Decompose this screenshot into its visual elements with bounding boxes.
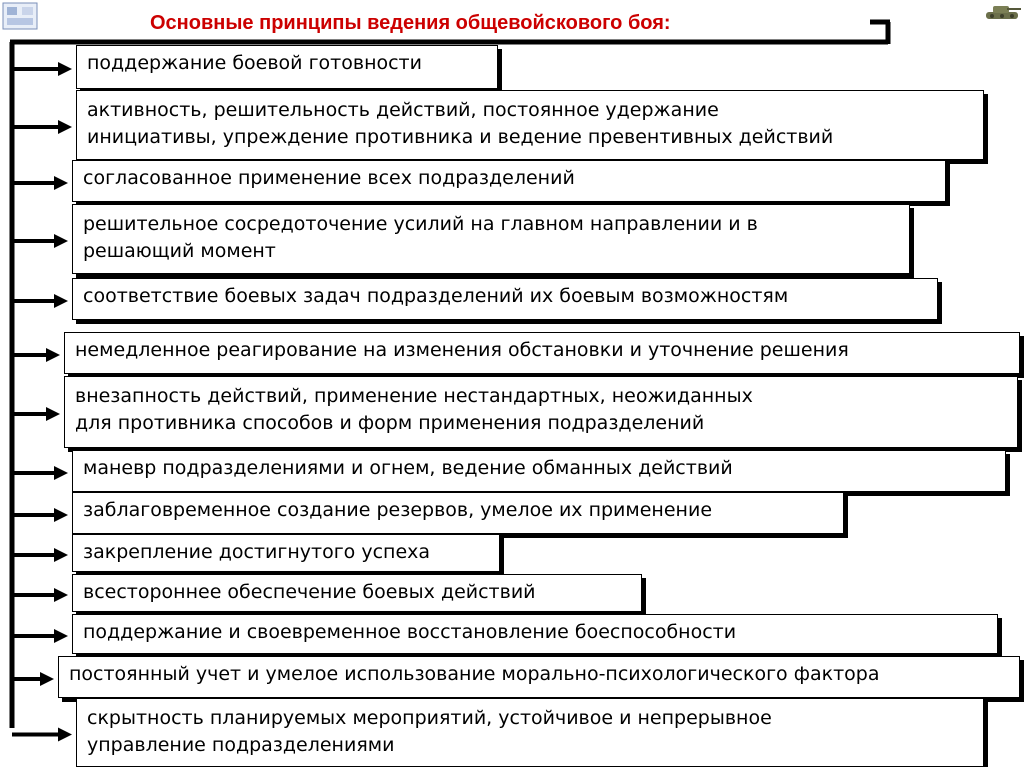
- principle-box: [72, 204, 910, 274]
- principle-box: [76, 45, 498, 89]
- principle-text: соответствие боевых задач подразделений их боевым возможностям: [83, 285, 789, 307]
- principle-text: решающий момент: [83, 240, 276, 262]
- principle-text: инициативы, упреждение противника и ведение превентивных действий: [87, 126, 834, 148]
- principle-text: управление подразделениями: [87, 734, 395, 756]
- arrow-head-icon: [46, 407, 60, 421]
- principle-text: для противника способов и форм применения подразделений: [75, 412, 705, 434]
- principle-box: [76, 698, 984, 767]
- arrow-head-icon: [54, 508, 68, 522]
- principle-box: [72, 160, 946, 202]
- principle-box: [72, 614, 998, 654]
- arrow-head-icon: [54, 548, 68, 562]
- principle-text: скрытность планируемых мероприятий, устойчивое и непрерывное: [87, 707, 772, 729]
- principle-box: [72, 534, 500, 572]
- principle-box: [72, 574, 642, 612]
- principle-text: решительное сосредоточение усилий на главном направлении и в: [83, 213, 758, 235]
- principle-text: активность, решительность действий, постоянное удержание: [87, 99, 719, 121]
- principle-text: маневр подразделениями и огнем, ведение обманных действий: [83, 457, 733, 479]
- principle-box: [64, 332, 1020, 374]
- principle-text: закрепление достигнутого успеха: [83, 541, 431, 563]
- principle-text: заблаговременное создание резервов, умелое их применение: [83, 499, 713, 521]
- arrow-head-icon: [54, 176, 68, 190]
- principle-text: поддержание боевой готовности: [87, 52, 422, 74]
- arrow-head-icon: [40, 672, 54, 686]
- principle-text: согласованное применение всех подразделений: [83, 167, 575, 189]
- arrow-head-icon: [54, 234, 68, 248]
- principle-box: [76, 90, 984, 160]
- arrow-head-icon: [54, 588, 68, 602]
- diagram-title: Основные принципы ведения общевойскового боя:: [150, 12, 671, 34]
- arrow-head-icon: [54, 466, 68, 480]
- arrow-head-icon: [54, 294, 68, 308]
- arrow-head-icon: [54, 629, 68, 643]
- principle-text: всестороннее обеспечение боевых действий: [83, 581, 536, 603]
- principle-box: [72, 450, 1006, 492]
- principle-text: поддержание и своевременное восстановление боеспособности: [83, 621, 737, 643]
- arrow-head-icon: [58, 120, 72, 134]
- arrow-head-icon: [58, 62, 72, 76]
- arrow-head-icon: [58, 728, 72, 742]
- principle-box: [58, 656, 1020, 698]
- principle-box: [64, 376, 1018, 448]
- arrow-head-icon: [46, 348, 60, 362]
- principle-text: внезапность действий, применение нестандартных, неожиданных: [75, 385, 753, 407]
- principle-box: [72, 492, 844, 534]
- principle-text: немедленное реагирование на изменения обстановки и уточнение решения: [75, 339, 849, 361]
- principle-box: [72, 278, 938, 320]
- principle-text: постоянный учет и умелое использование морально-психологического фактора: [69, 663, 880, 685]
